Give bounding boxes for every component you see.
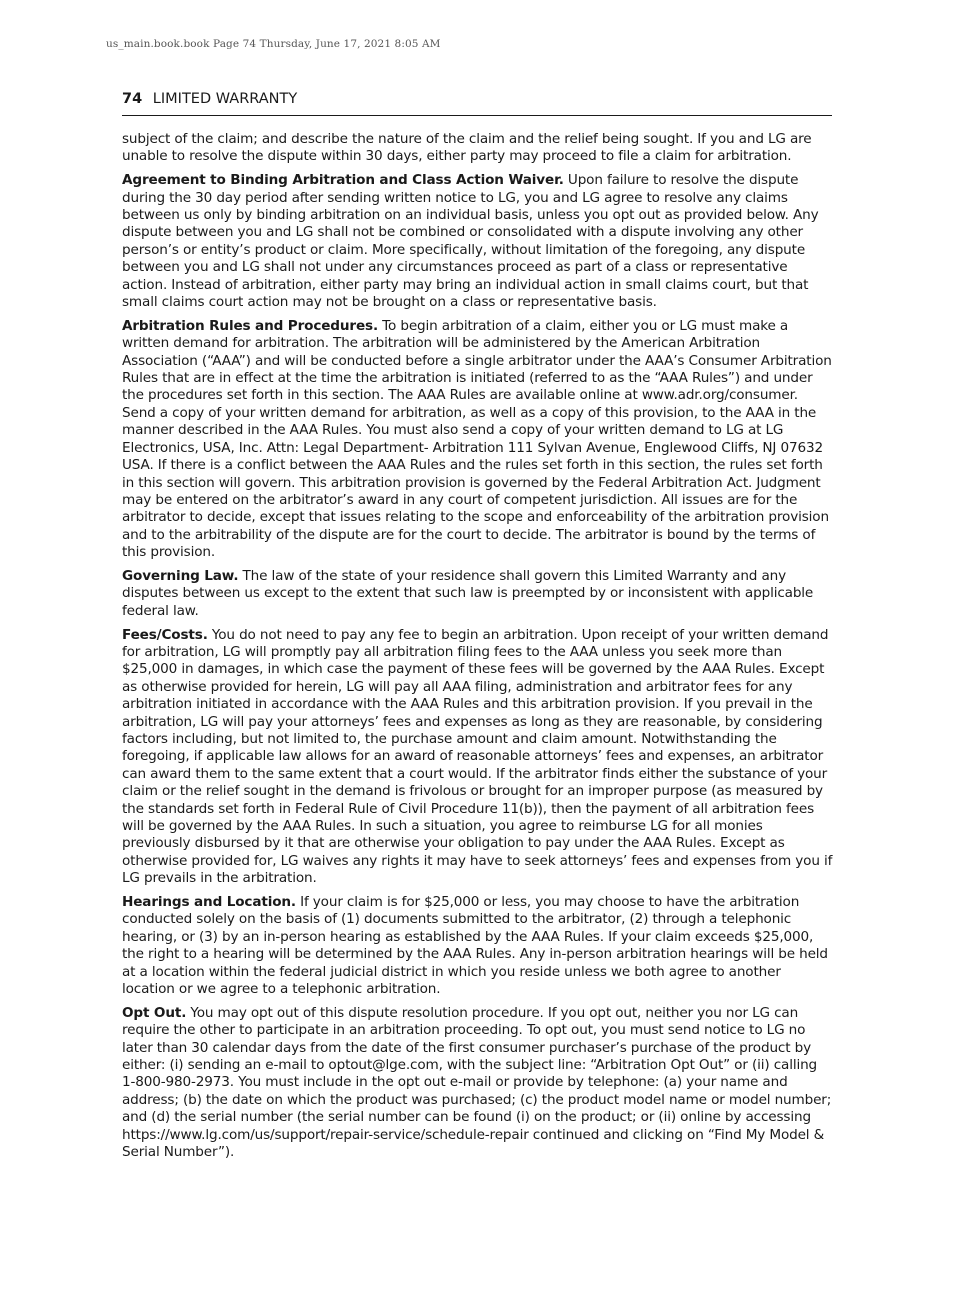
paragraph-hearings-location [122,894,834,998]
paragraph-heading: Governing Law. [122,567,239,584]
paragraph-governing-law [122,568,834,620]
document-body [122,131,834,1168]
paragraph-body: subject of the claim; and describe the nature of the claim and the relief being sought. If you and LG are unable to resolve the dispute within 30 days, either party may proceed to file a claim for arbitration. [122,131,812,165]
paragraph-opt-out [122,1005,834,1162]
page-header [122,89,832,116]
section-title: LIMITED WARRANTY [152,91,298,107]
paragraph-heading: Fees/Costs. [122,626,208,643]
paragraph-heading: Arbitration Rules and Procedures. [122,317,378,334]
paragraph-arbitration-rules [122,318,834,562]
book-file-info: us_main.book.book Page 74 Thursday, June 17, 2021 8:05 AM [106,38,441,50]
paragraph-body: Upon failure to resolve the dispute during the 30 day period after sending written notice to LG, you and LG agree to resolve any claims between us only by binding arbitration on an individual basis, unless you opt out as provided below. Any dispute between you and LG shall not be combined or consolidated with a dispute involving any other person’s or entity’s product or claim. More specifically, without limitation of the foregoing, any dispute between you and LG shall not under any circumstances proceed as part of a class or representative action. Instead of arbitration, either party may bring an individual action in small claims court, but that small claims court action may not be brought on a class or representative basis. [122,172,819,311]
paragraph-body: You may opt out of this dispute resolution procedure. If you opt out, neither you nor LG can require the other to participate in an arbitration proceeding. To opt out, you must send notice to LG no later than 30 calendar days from the date of the first consumer purchaser’s purchase of the product by either: (i) sending an e-mail to optout@lge.com, with the subject line: “Arbitration Opt Out” or (ii) calling 1-800-980-2973. You must include in the opt out e-mail or provide by telephone: (a) your name and address; (b) the date on which the product was purchased; (c) the product model name or model number; and (d) the serial number (the serial number can be found (i) on the product; or (ii) online by accessing https://www.lg.com/us/support/repair-service/schedule-repair continued and clicking on “Find My Model & Serial Number”). [122,1004,832,1161]
paragraph-body: You do not need to pay any fee to begin an arbitration. Upon receipt of your written demand for arbitration, LG will promptly pay all arbitration filing fees to the AAA unless you seek more than $25,000 in damages, in which case the payment of these fees will be governed by the AAA Rules. Except as otherwise provided for herein, LG will pay all AAA filing, administration and arbitrator fees for any arbitration initiated in accordance with the AAA Rules and this arbitration provision. If you prevail in the arbitration, LG will pay your attorneys’ fees and expenses as long as they are reasonable, by considering factors including, but not limited to, the purchase amount and claim amount. Notwithstanding the foregoing, if applicable law allows for an award of reasonable attorneys’ fees and expenses, an arbitrator can award them to the same extent that a court would. If the arbitrator finds either the substance of your claim or the relief sought in the demand is frivolous or brought for an improper purpose (as measured by the standards set forth in Federal Rule of Civil Procedure 11(b)), then the payment of all arbitration fees will be governed by the AAA Rules. In such a situation, you agree to reimburse LG for all monies previously disbursed by it that are otherwise your obligation to pay under the AAA Rules. Except as otherwise provided for, LG waives any rights it may have to seek attorneys’ fees and expenses from you if LG prevails in the arbitration. [122,626,833,887]
page-number: 74 [122,91,143,107]
paragraph-heading: Agreement to Binding Arbitration and Class Action Waiver. [122,172,564,189]
paragraph-heading: Opt Out. [122,1004,187,1021]
paragraph-fees-costs [122,627,834,888]
paragraph-heading: Hearings and Location. [122,894,296,911]
paragraph-claim-continuation [122,131,834,166]
paragraph-body: If your claim is for $25,000 or less, you may choose to have the arbitration conducted solely on the basis of (1) documents submitted to the arbitrator, (2) through a telephonic hearing, or (3) by an in-person hearing as established by the AAA Rules. If your claim exceeds $25,000, the right to a hearing will be determined by the AAA Rules. Any in-person arbitration hearings will be held at a location within the federal judicial district in which you reside unless we both agree to another location or we agree to a telephonic arbitration. [122,894,828,998]
paragraph-body: The law of the state of your residence shall govern this Limited Warranty and any disputes between us except to the extent that such law is preempted by or inconsistent with applicable federal law. [122,567,814,619]
paragraph-binding-arbitration [122,172,834,311]
paragraph-body: To begin arbitration of a claim, either you or LG must make a written demand for arbitration. The arbitration will be administered by the American Arbitration Association (“AAA”) and will be conducted before a single arbitrator under the AAA’s Consumer Arbitration Rules that are in effect at the time the arbitration is initiated (referred to as the “AAA Rules”) and under the procedures set forth in this section. The AAA Rules are available online at www.adr.org/consumer. Send a copy of your written demand for arbitration, as well as a copy of this provision, to the AAA in the manner described in the AAA Rules. You must also send a copy of your written demand to LG at LG Electronics, USA, Inc. Attn: Legal Department- Arbitration 111 Sylvan Avenue, Englewood Cliffs, NJ 07632 USA. If there is a conflict between the AAA Rules and the rules set forth in this section, the rules set forth in this section will govern. This arbitration provision is governed by the Federal Arbitration Act. Judgment may be entered on the arbitrator’s award in any court of competent jurisdiction. All issues are for the arbitrator to decide, except that issues relating to the scope and enforceability of the arbitration provision and to the arbitrability of the dispute are for the court to decide. The arbitrator is bound by the terms of this provision. [122,317,832,561]
